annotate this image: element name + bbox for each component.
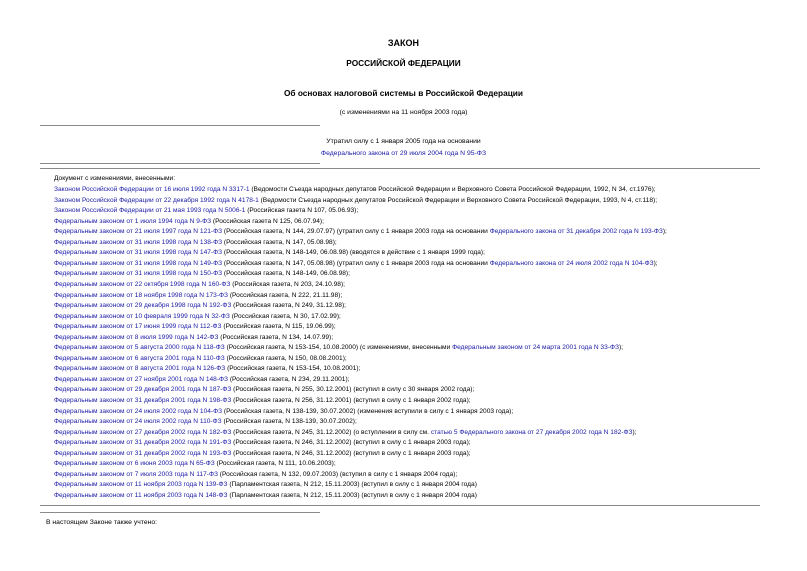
amendment-reference-link[interactable]: статью 5 Федерального закона от 27 декабря 2002 года N 182-ФЗ: [430, 428, 633, 436]
amendment-source: (Российская газета, N 255, 30.12.2001) (вступил в силу с 30 января 2002 года);: [231, 386, 475, 394]
footer-note: В настоящем Законе также учтено:: [46, 519, 158, 526]
amendment-source: (Парламентская газета, N 212, 15.11.2003) (вступил в силу с 1 января 2004 года): [227, 491, 477, 499]
amendment-line: [54, 229, 667, 236]
amendment-source: (Российская газета, N 111, 10.06.2003);: [214, 460, 336, 468]
amendment-source: (Российская газета, N 203, 24.10.98);: [230, 280, 345, 288]
amendment-reference-link[interactable]: Федерального закона от 31 декабря 2002 года N 193-ФЗ: [489, 228, 663, 236]
amendment-link[interactable]: Федеральным законом от 6 июня 2003 года N 65-ФЗ: [54, 460, 215, 468]
amendment-link[interactable]: Федеральным законом от 31 декабря 2002 года N 191-ФЗ: [54, 439, 232, 447]
amendment-line: [54, 314, 341, 321]
amendment-line: [54, 187, 656, 194]
amendment-link[interactable]: Федеральным законом от 24 июля 2002 года N 110-ФЗ: [54, 418, 222, 426]
amendment-line: [54, 419, 357, 426]
amendment-source: (Парламентская газета, N 212, 15.11.2003) (вступил в силу с 1 января 2004 года): [227, 481, 477, 489]
amendment-link[interactable]: Федеральным законом от 31 июля 1998 года N 138-ФЗ: [54, 238, 223, 246]
amendment-tail: );: [618, 344, 623, 352]
amendment-line: [54, 261, 658, 268]
amendment-line: [54, 356, 347, 363]
amendment-source: (Российская газета, N 246, 31.12.2002) (вступил в силу с 1 января 2003 года);: [231, 449, 471, 457]
repeal-link[interactable]: Федерального закона от 29 июля 2004 года N 95-ФЗ: [320, 150, 487, 157]
amendment-line: [54, 208, 358, 215]
amendment-line: [54, 198, 657, 205]
amendment-source: (Российская газета, N 138-139, 30.07.2002);: [221, 418, 357, 426]
amendment-link[interactable]: Федеральным законом от 29 декабря 2001 года N 187-ФЗ: [54, 386, 232, 394]
amendment-source: (Ведомости Съезда народных депутатов Российской Федерации и Верховного Совета Российской Федерации, 1992, N 34, ст.1976);: [249, 186, 656, 193]
amendment-link[interactable]: Федеральным законом от 31 декабря 2002 года N 193-ФЗ: [54, 449, 232, 457]
amendment-source: (Российская газета N 107, 05.06.93);: [245, 207, 359, 215]
amendment-source: (Российская газета, N 153-154, 10.08.2000) (с изменениями, внесенными: [224, 344, 453, 352]
amendment-source: (Ведомости Съезда народных депутатов Российской Федерации и Верховного Совета Российской Федерации, 1993, N 4, ст.118);: [258, 196, 658, 204]
amendment-line: [54, 451, 471, 458]
amendment-line: [54, 461, 336, 468]
amendment-link[interactable]: Федеральным законом от 27 декабря 2002 года N 182-ФЗ: [54, 428, 232, 436]
amendment-link[interactable]: Федеральным законом от 27 ноября 2001 года N 148-ФЗ: [54, 375, 229, 383]
divider: [40, 125, 320, 126]
amendment-line: [54, 324, 336, 331]
amendment-source: (Российская газета, N 144, 29.07.97) (утратил силу с 1 января 2003 года на основании: [222, 228, 490, 236]
amendment-source: (Российская газета, N 148-149, 06.08.98) (вводятся в действие с 1 января 1999 года);: [222, 249, 485, 257]
amendment-source: (Российская газета, N 115, 19.06.99);: [221, 323, 336, 331]
amendment-line: [54, 240, 337, 247]
amendment-line: [54, 271, 350, 278]
amendment-source: (Российская газета, N 246, 31.12.2002) (вступил в силу с 1 января 2003 года);: [231, 439, 471, 447]
amendment-source: (Российская газета, N 150, 08.08.2001);: [224, 354, 347, 362]
amendment-link[interactable]: Федеральным законом от 21 июля 1997 года N 121-ФЗ: [54, 228, 223, 236]
amendment-source: (Российская газета, N 245, 31.12.2002) (о вступлении в силу см.: [231, 428, 431, 436]
amendment-link[interactable]: Федеральным законом от 7 июля 2003 года N 117-ФЗ: [54, 470, 218, 478]
amendment-line: [54, 430, 637, 437]
amendment-source: (Российская газета, N 147, 05.08.98) (утратил силу с 1 января 2003 года на основании: [222, 259, 490, 267]
amendment-line: [54, 472, 457, 479]
amendment-source: (Российская газета, N 138-139, 30.07.2002) (изменения вступили в силу с 1 января 2003 года);: [222, 407, 514, 415]
revision-note: (с изменениями на 11 ноября 2003 года): [339, 109, 468, 116]
amendment-link[interactable]: Федеральным законом от 24 июля 2002 года N 104-ФЗ: [54, 407, 223, 415]
amendment-line: [54, 366, 360, 373]
amendment-link[interactable]: Федеральным законом от 31 июля 1998 года N 147-ФЗ: [54, 249, 223, 257]
amendment-source: (Российская газета, N 148-149, 06.08.98);: [222, 270, 350, 278]
amendment-tail: );: [662, 228, 667, 236]
divider: [40, 505, 760, 506]
amendment-source: (Российская газета, N 147, 05.08.98);: [222, 238, 337, 246]
amendment-link[interactable]: Законом Российской Федерации от 22 декабря 1992 года N 4178-1: [54, 196, 259, 204]
amendment-link[interactable]: Федеральным законом от 18 ноября 1998 года N 173-ФЗ: [54, 291, 229, 299]
amendment-link[interactable]: Федеральным законом от 31 июля 1998 года N 150-ФЗ: [54, 270, 223, 278]
amendment-link[interactable]: Федеральным законом от 6 августа 2001 года N 110-ФЗ: [54, 354, 225, 362]
amendment-link[interactable]: Федеральным законом от 29 декабря 1998 года N 192-ФЗ: [54, 302, 232, 310]
amendment-line: [54, 377, 350, 384]
title-line-1: ЗАКОН: [387, 38, 420, 48]
amendment-source: (Российская газета, N 256, 31.12.2001) (вступил в силу с 1 января 2002 года);: [231, 397, 471, 404]
amendment-line: [54, 409, 513, 416]
amendment-link[interactable]: Законом Российской Федерации от 16 июля 1992 года N 3317-1: [54, 186, 250, 193]
amendment-link[interactable]: Законом Российской Федерации от 21 мая 1993 года N 5006-1: [54, 207, 246, 215]
amendment-tail: );: [653, 259, 658, 267]
amendment-link[interactable]: Федеральным законом от 10 февраля 1999 года N 32-ФЗ: [54, 312, 230, 320]
amendment-line: [54, 482, 477, 489]
amendment-line: [54, 335, 333, 342]
amendment-link[interactable]: Федеральным законом от 11 ноября 2003 года N 148-ФЗ: [54, 491, 228, 499]
amendment-line: [54, 345, 623, 352]
amendment-source: (Российская газета, N 132, 09.07.2003) (вступил в силу с 1 января 2004 года);: [217, 470, 458, 478]
amendment-link[interactable]: Федеральным законом от 31 июля 1998 года N 149-ФЗ: [54, 259, 223, 267]
amendment-source: (Российская газета, N 222, 21.11.98);: [228, 291, 343, 299]
amendment-link[interactable]: Федеральным законом от 22 октября 1998 года N 160-ФЗ: [54, 280, 231, 288]
amendment-link[interactable]: Федеральным законом от 1 июля 1994 года N 9-ФЗ: [54, 217, 212, 225]
amendment-source: (Российская газета, N 153-154, 10.08.2001);: [225, 365, 361, 373]
amendment-source: (Российская газета, N 30, 17.02.99);: [229, 312, 341, 320]
amendment-tail: );: [632, 428, 637, 436]
amendment-source: (Российская газета, N 249, 31.12.98);: [231, 302, 346, 310]
repeal-text: Утратил силу с 1 января 2005 года на основании: [326, 138, 481, 145]
document-subtitle: Об основах налоговой системы в Российской Федерации: [283, 88, 524, 98]
divider: [40, 163, 320, 164]
amendment-line: [54, 282, 345, 289]
divider: [40, 168, 760, 169]
amendment-source: (Российская газета, N 234, 29.11.2001);: [228, 375, 350, 383]
amendment-line: [54, 398, 471, 405]
amendment-link[interactable]: Федеральным законом от 31 декабря 2001 года N 198-ФЗ: [54, 397, 232, 404]
amendment-line: [54, 440, 471, 447]
amendment-line: [54, 250, 485, 257]
amendment-source: (Российская газета N 125, 06.07.94);: [211, 217, 324, 225]
amendment-reference-link[interactable]: Федеральным законом от 24 марта 2001 года N 33-ФЗ: [452, 344, 619, 352]
amendment-line: [54, 493, 477, 500]
amendment-reference-link[interactable]: Федерального закона от 24 июля 2002 года N 104-ФЗ: [489, 259, 654, 267]
amendment-link[interactable]: Федеральным законом от 8 июля 1999 года N 142-ФЗ: [54, 333, 219, 341]
amendment-line: [54, 219, 324, 226]
amendment-link[interactable]: Федеральным законом от 17 июня 1999 года N 112-ФЗ: [54, 323, 222, 331]
amendment-line: [54, 293, 342, 300]
divider: [40, 512, 320, 513]
title-line-2: РОССИЙСКОЙ ФЕДЕРАЦИИ: [346, 58, 461, 68]
amendment-link[interactable]: Федеральным законом от 8 августа 2001 года N 126-ФЗ: [54, 365, 226, 373]
amendment-line: [54, 387, 474, 394]
amendment-link[interactable]: Федеральным законом от 5 августа 2000 года N 118-ФЗ: [54, 344, 225, 352]
amendment-source: (Российская газета, N 134, 14.07.99);: [218, 333, 334, 341]
amendments-intro: Документ с изменениями, внесенными:: [54, 175, 176, 182]
amendment-link[interactable]: Федеральным законом от 11 ноября 2003 года N 139-ФЗ: [54, 481, 228, 489]
amendment-line: [54, 303, 346, 310]
